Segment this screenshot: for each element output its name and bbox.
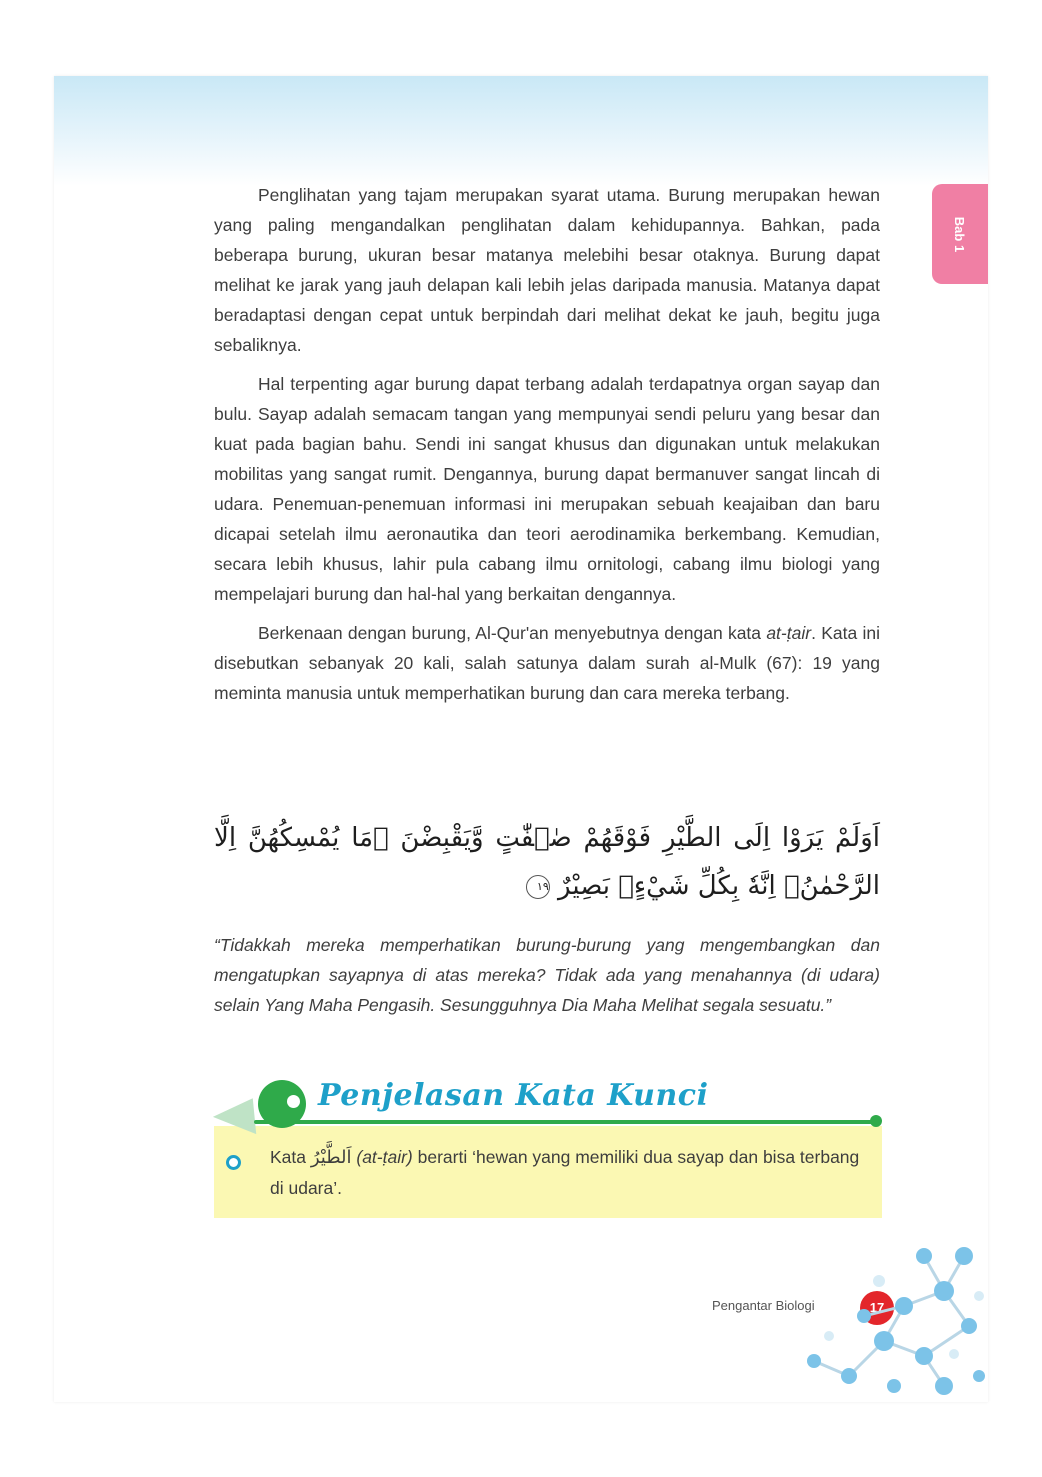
chapter-tab — [932, 184, 988, 284]
book-page — [54, 76, 988, 1402]
key-terms-title: Penjelasan Kata Kunci — [318, 1078, 709, 1113]
underline-end-dot-icon — [870, 1115, 882, 1127]
page-number: 17 — [860, 1291, 894, 1325]
paragraph-quran-intro: Berkenaan dengan burung, Al-Qur'an menyebutnya dengan kata — [258, 623, 767, 643]
term-at-tair: at-ṭair — [766, 623, 812, 643]
chapter-tab-label: Bab 1 — [952, 216, 968, 252]
title-underline — [254, 1120, 876, 1124]
key-term-definition: berarti ‘hewan yang memiliki dua sayap dan bisa terbang di udara’. — [270, 1147, 860, 1198]
ayah-number-marker: ١٩ — [526, 875, 550, 899]
key-term-arabic: اَلطَّيْرُ — [310, 1147, 352, 1168]
molecule-decoration-icon — [794, 1236, 988, 1402]
verse-translation: “Tidakkah mereka memperhatikan burung-burung yang mengembangkan dan mengatupkan sayapnya di atas mereka? Tidak ada yang menahannya (di udara) selain Yang Maha Pengasih. Sesungguhnya Dia Maha Melihat segala sesuatu.” — [214, 935, 880, 1015]
paragraph-wings: Hal terpenting agar burung dapat terbang adalah terdapatnya organ sayap dan bulu. Sayap adalah semacam tangan yang mempunyai sendi peluru yang besar dan kuat pada bagian bahu. Sendi ini sangat khusus dan digunakan untuk melakukan mobilitas yang sangat rumit. Dengannya, burung dapat bermanuver sangat lincah di udara. Penemuan-penemuan informasi ini merupakan sebuah keajaiban dan baru dicapai setelah ilmu aeronautika dan teori aerodinamika berkembang. Kemudian, secara lebih khusus, lahir pula cabang ilmu ornitologi, cabang ilmu biologi yang mempelajari burung dan hal-hal yang berkaitan dengannya. — [214, 374, 880, 604]
key-terms-background — [214, 1126, 882, 1218]
key-term-item — [270, 1142, 870, 1203]
key-term-prefix: Kata — [270, 1147, 311, 1167]
paragraph-quran — [214, 618, 880, 708]
paragraph-vision: Penglihatan yang tajam merupakan syarat utama. Burung merupakan hewan yang paling mengandalkan penglihatan dalam kehidupannya. Bahkan, pada beberapa burung, ukuran besar matanya melebihi besar otaknya. Burung dapat melihat ke jarak yang jauh delapan kali lebih jelas daripada manusia. Matanya dapat beradaptasi dengan cepat untuk berpindah dari melihat dekat ke jauh, begitu juga sebaliknya. — [214, 185, 880, 355]
key-terms-box — [214, 1076, 882, 1222]
body-text — [214, 180, 880, 717]
bullet-icon — [226, 1155, 241, 1170]
key-term-translit: (at-ṭair) — [356, 1147, 413, 1167]
paragraph-quran-rest: . Kata ini disebutkan sebanyak 20 kali, salah satunya dalam surah al-Mulk (67): 19 yang meminta manusia untuk memperhatikan burung dan cara mereka terbang. — [214, 623, 880, 703]
quran-verse-text: اَوَلَمْ يَرَوْا اِلَى الطَّيْرِ فَوْقَهُمْ صٰۤفّٰتٍ وَّيَقْبِضْنَ ۘمَا يُمْسِكُهُنَّ اِلَّا الرَّحْمٰنُۗ اِنَّهٗ بِكُلِّ شَيْءٍۢ بَصِيْرٌ — [214, 823, 880, 901]
footer-book-title: Pengantar Biologi — [712, 1298, 815, 1313]
quran-verse — [214, 814, 880, 910]
header-band — [54, 76, 988, 186]
